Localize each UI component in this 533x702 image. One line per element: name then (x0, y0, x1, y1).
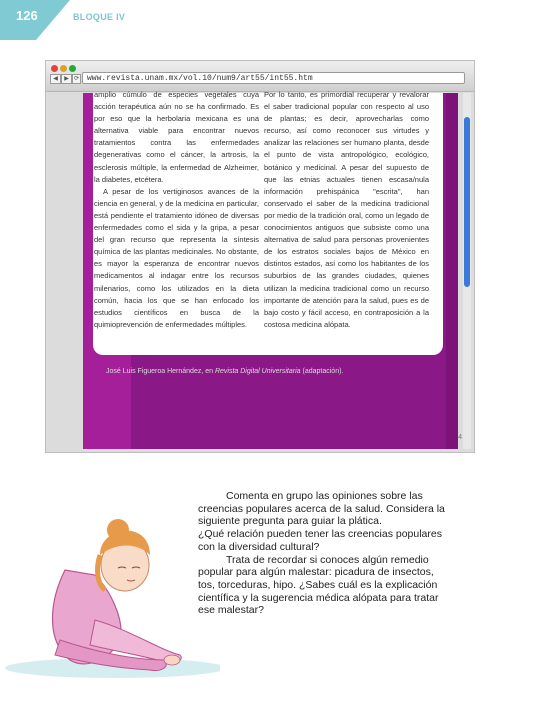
activity-paragraph: Comenta en grupo las opiniones sobre las creencias populares acerca de la salud. Considera la siguiente pregunta para guiar la plática. (198, 490, 445, 528)
page-number-tab (0, 0, 70, 40)
girl-illustration (0, 510, 220, 700)
activity-question: ¿Qué relación pueden tener las creencias populares con la diversidad cultural? (198, 528, 442, 553)
activity-text (198, 490, 448, 617)
credit-note: (adaptación). (300, 368, 344, 375)
scrollbar-thumb[interactable] (464, 117, 470, 287)
browser-titlebar (46, 61, 474, 92)
article-column-right (264, 89, 429, 331)
address-bar[interactable]: www.revista.unam.mx/vol.10/num9/art55/int55.htm (82, 72, 465, 84)
page-number: 126 (16, 8, 38, 23)
forward-button[interactable]: ▶ (61, 74, 72, 84)
article-paragraph: Por lo tanto, es primordial recuperar y revalorar el saber tradicional popular con respecto al uso de plantas; es decir, aprovecharlas como recurso, así como reconocer sus virtudes y analizar las relaciones ser humano planta, desde el punto de vista antropológico, ecológico, botánico y medicinal. A pesar del supuesto de que las etnias actuales tienen escasa/nula información prehispánica "escrita", han conservado el saber de la medicina tradicional por medio de la tradición oral, como un legado de conocimientos antiguos que subsiste como una alternativa de salud para personas provenientes de los estratos sociales bajos de México en distintos estados, así como los habitantes de los suburbios de las grandes ciudades, quienes utilizan la medicina tradicional como un recurso importante de atención para la salud, pues es de bajo costo y fácil acceso, en contraposición a la costosa medicina alópata. (264, 90, 429, 329)
article-column-left (94, 89, 259, 331)
page-marker: 4 (458, 434, 462, 441)
page-right-band (446, 93, 458, 449)
maximize-window-icon[interactable] (69, 65, 76, 72)
article-credit (106, 368, 343, 375)
browser-window (45, 60, 475, 453)
activity-paragraph: Trata de recordar si conoces algún remedio popular para algún malestar: picadura de insectos, tos, torceduras, hipo. ¿Sabes cuál es la explicación científica y la sugerencia médica alópata para tratar ese malestar? (198, 553, 439, 617)
article-paragraph: A pesar de los vertiginosos avances de la ciencia en general, y de la medicina en particular, está pendiente el tratamiento idóneo de diversas enfermedades como el sida y la gripa, a pesar del gran recurso que representa la síntesis química de las plantas medicinales. No obstante, es mayor la esperanza de encontrar nuevos medicamentos al indagar entre los recursos milenarios, como los utilizados en la dieta común, hacia los que se han enfocado los estudios científicos en busca de la quimioprevención de enfermedades múltiples. (94, 186, 259, 329)
credit-author: José Luis Figueroa Hernández, en (106, 368, 215, 375)
back-button[interactable]: ◀ (50, 74, 61, 84)
scrollbar[interactable] (463, 93, 471, 449)
article-paragraph: amplio cúmulo de especies vegetales cuya acción terapéutica aún no se ha confirmado. Es por eso que la herbolaria mexicana es una alternativa viable para encontrar nuevos tratamientos contra las enfermedades degenerativas como el cáncer, la artrosis, la esclerosis múltiple, la enfermedad de Alzheimer, la diabetes, etcétera. (94, 90, 259, 184)
minimize-window-icon[interactable] (60, 65, 67, 72)
credit-source: Revista Digital Universitaria (214, 368, 301, 375)
reload-button[interactable]: ⟳ (73, 76, 80, 82)
section-title: BLOQUE IV (73, 12, 126, 22)
close-window-icon[interactable] (51, 65, 58, 72)
